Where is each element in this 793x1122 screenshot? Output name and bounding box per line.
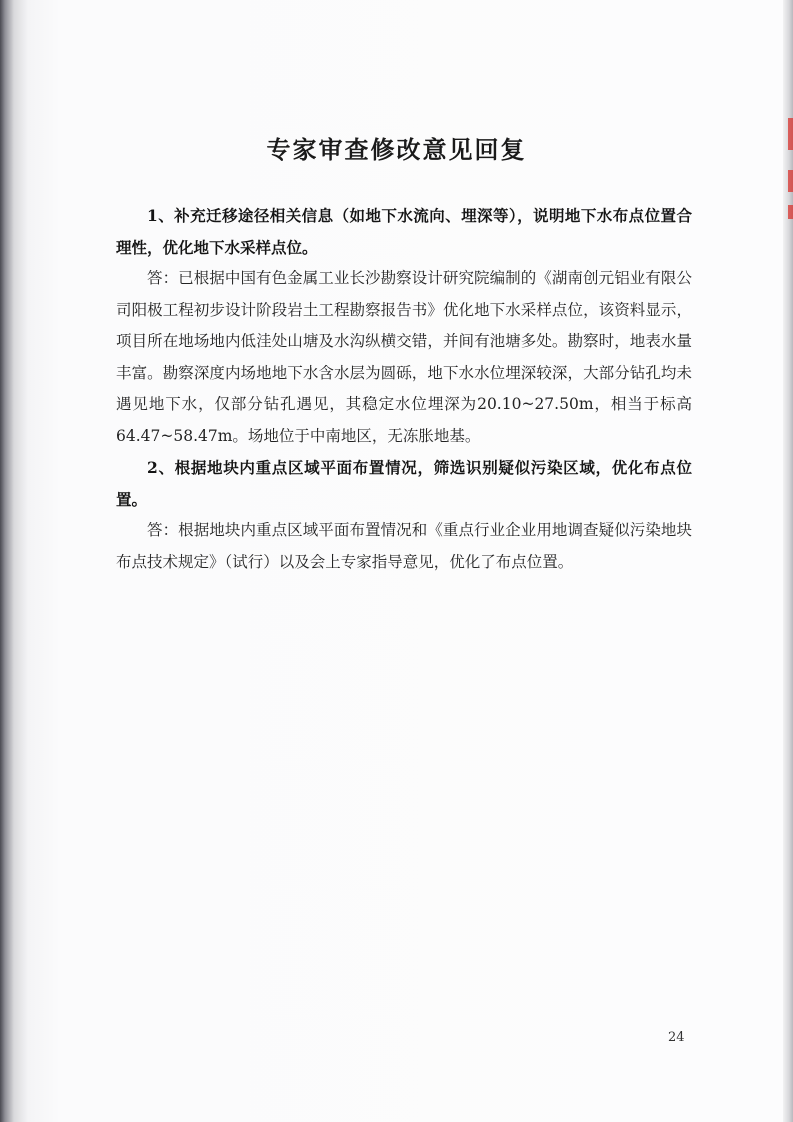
page-number: 24: [668, 1030, 685, 1045]
answer-1: 答：已根据中国有色金属工业长沙勘察设计研究院编制的《湖南创元铝业有限公司阳极工程初步设计阶段岩土工程勘察报告书》优化地下水采样点位，该资料显示，项目所在地场地内低洼处山塘及水沟纵横交错，并间有池塘多处。勘察时，地表水量丰富。勘察深度内场地地下水含水层为圆砾，地下水水位埋深较深，大部分钻孔均未遇见地下水，仅部分钻孔遇见，其稳定水位埋深为20.10~27.50m，相当于标高64.47~58.47m。场地位于中南地区，无冻胀地基。: [116, 269, 692, 445]
question-2: 2、根据地块内重点区域平面布置情况，筛选识别疑似污染区域，优化布点位置。: [116, 458, 692, 509]
document-body: [116, 200, 692, 578]
question-1: 1、补充迁移途径相关信息（如地下水流向、埋深等），说明地下水布点位置合理性，优化地下水采样点位。: [116, 206, 692, 257]
binding-mark: [788, 205, 793, 219]
page-title: 专家审查修改意见回复: [266, 135, 527, 164]
page-edge-shadow: [783, 0, 793, 1122]
binding-mark: [788, 170, 793, 192]
answer-2: 答：根据地块内重点区域平面布置情况和《重点行业企业用地调查疑似污染地块布点技术规定》（试行）以及会上专家指导意见，优化了布点位置。: [116, 521, 692, 571]
